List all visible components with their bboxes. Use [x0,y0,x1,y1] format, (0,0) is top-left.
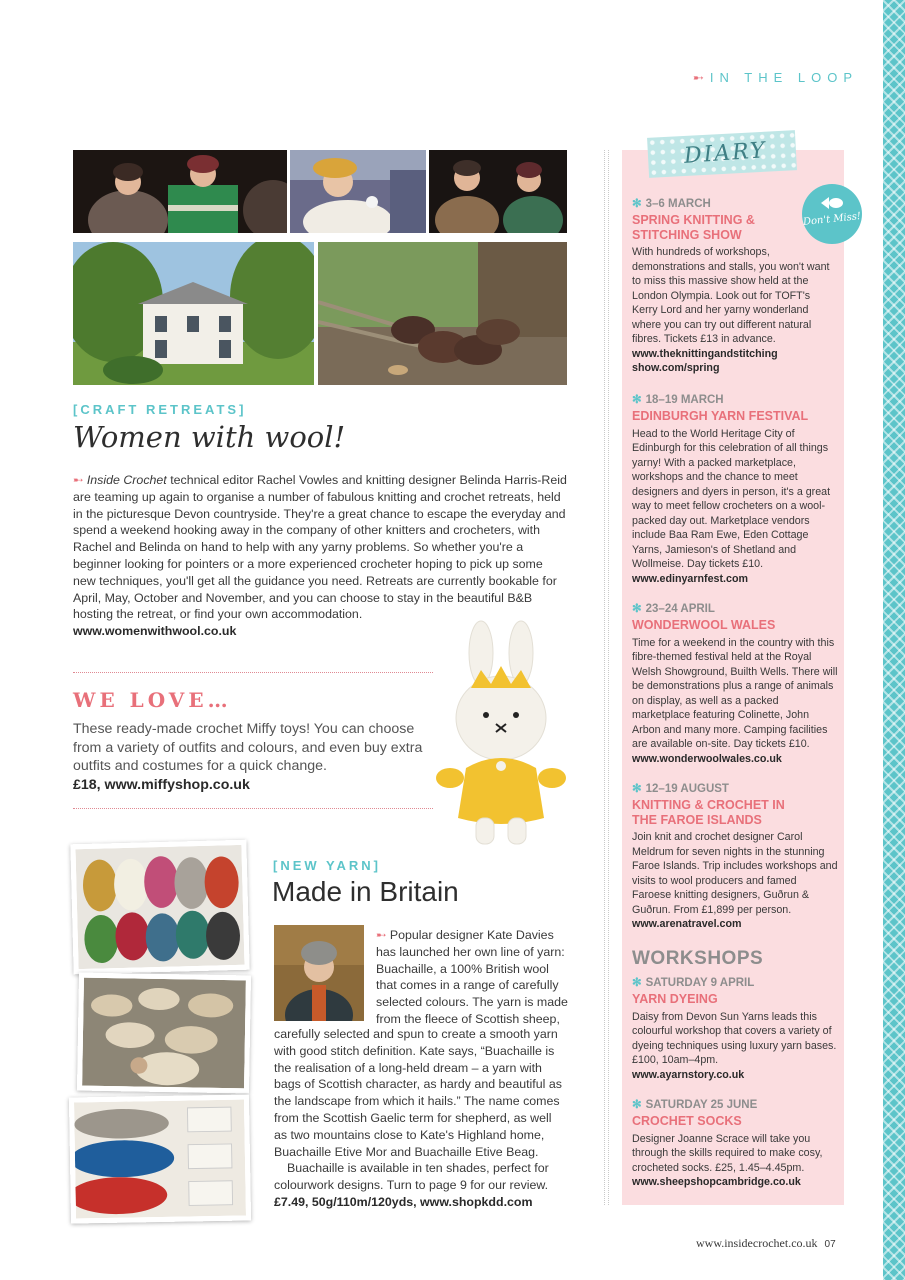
event-link[interactable]: www.sheepshopcambridge.co.uk [632,1176,801,1188]
craft-retreats-kicker: [CRAFT RETREATS] [73,402,247,417]
snowflake-icon: ✻ [632,783,642,795]
event-link[interactable]: www.arenatravel.com [632,918,742,930]
new-yarn-kicker: [NEW YARN] [273,858,382,873]
photo-yarn-skeins [70,840,249,975]
shopkdd-link[interactable]: £7.49, 50g/110m/120yds, www.shopkdd.com [274,1194,533,1209]
photo-sheep-in-pen [318,242,567,385]
we-love-heading: WE LOVE… [73,688,232,712]
column-divider [604,150,609,1205]
womenwithwool-link[interactable]: www.womenwithwool.co.uk [73,624,237,639]
miffy-toy-image [436,618,566,850]
event-link[interactable]: www.ayarnstory.co.uk [632,1068,745,1081]
photo-country-house [73,242,314,385]
photo-knitters-on-stage [73,150,287,233]
diary-event: ✻ 18–19 MARCH EDINBURGH YARN FESTIVAL Head to the World Heritage City of Edinburgh for this celebration of all things yarny! With a packed marketplace, workshops and the chance to meet designers and dyers in person, it's a great way to meet fellow crocheters on a wool-packed day out. Marketplace vendors include Baa Ram Ewe, Eden Cottage Yarns, Jamieson's of Shetland and Wollmeise. Day tickets £10. www.edinyarnfest.com [632,392,838,586]
event-link[interactable]: www.edinyarnfest.com [632,572,749,585]
workshops-heading: WORKSHOPS [632,948,764,969]
divider [73,808,433,809]
event-link[interactable]: www.wonderwoolwales.co.uk [632,752,782,765]
page-number: 07 [824,1239,836,1250]
dont-miss-badge: Don't Miss! [802,184,862,244]
arrow-icon: ➸ [73,473,84,487]
photo-sheep-in-snow [77,973,251,1094]
snowflake-icon: ✻ [632,977,642,989]
page-footer [696,1236,836,1251]
divider [73,672,433,673]
snowflake-icon: ✻ [632,394,642,406]
arrow-icon: ➸ [376,928,387,942]
article-title: Made in Britain [272,876,459,907]
decorative-edge-strip [883,0,905,1280]
event-link[interactable]: www.theknittingandstitching show.com/spring [632,347,778,374]
workshop-event: ✻ SATURDAY 25 JUNE CROCHET SOCKS Designer Joanne Scrace will take you through the skills required to make cosy, crocheted socks. £25, 1.45–4.45pm. www.sheepshopcambridge.co.uk [632,1097,838,1190]
diary-event: ✻ 12–19 AUGUST KNITTING & CROCHET IN THE FAROE ISLANDS Join knit and crochet designer Carol Meldrum for seven nights in the stunning Faroe Islands. Trip includes workshops and visits to wool producers and famed Faroese knitting designers, Guðrun & Guðrun. From £1,899 per person. www.arenatravel.com [632,783,838,930]
workshop-event: ✻ SATURDAY 9 APRIL YARN DYEING Daisy from Devon Sun Yarns leads this colourful workshop that covers a variety of dyeing techniques using luxury yarn bases. £100, 10am–4pm. www.ayarnstory.co.uk [632,977,837,1081]
we-love-body: These ready-made crochet Miffy toys! You can choose from a variety of outfits and colours, and even buy extra outfits and costumes for a quick change. £18, www.miffyshop.co.uk [73,720,435,794]
snowflake-icon: ✻ [632,603,642,615]
new-yarn-intro: ➸ Popular designer Kate Davies has launched her own line of yarn: Buachaille, a 100% British wool that comes in a range of carefully selected colours. The yarn is made from the fleece of Scottish sheep, [376,928,568,1026]
miffyshop-link[interactable]: £18, www.miffyshop.co.uk [73,776,250,793]
snowflake-icon: ✻ [632,1099,642,1111]
arrow-icon: ➸ [693,70,704,85]
article-title: Women with wool! [73,420,346,454]
footer-url[interactable]: www.insidecrochet.co.uk [696,1236,818,1250]
craft-retreats-body: ➸ Inside Crochet technical editor Rachel Vowles and knitting designer Belinda Harris-Reid are teaming up again to organise a number of fabulous knitting and crochet retreats, held in the picturesque Devon countryside. They're a great chance to escape the everyday and spend a weekend hooking away in the company of other knitters and crocheters, with Rachel and Belinda on hand to help with any yarny problems. So whether you're a beginner looking for pointers or a more experienced crocheter hoping to pick up some new techniques, you'll get all the guidance you need. Retreats are currently bookable for April, May, October and November, and you can choose to stay in the beautiful B&B hosting the retreat, or find your own accommodation. www.womenwithwool.co.uk [73,473,567,639]
snowflake-icon: ✻ [632,198,642,210]
photo-performer-in-costume [290,150,426,233]
photo-women-knitting [429,150,567,233]
diary-event: ✻ 23–24 APRIL WONDERWOOL WALES Time for a weekend in the country with this fibre-themed festival held at the Royal Welsh Showground, Builth Wells. There will be demonstrations plus a range of animals on display, as well as a packed marketplace featuring Colinette, John Arbon and many more. Camping facilities are available on-site. Day tickets £10. www.wonderwoolwales.co.uk [632,603,838,765]
diary-event: ✻ 3–6 MARCH SPRING KNITTING & STITCHING SHOW With hundreds of workshops, demonstrations and stalls, you won't want to miss this massive show held at the London Olympia. Look out for TOFT's Kerry Lord and her yarny wonderland where you can try out different natural fibres. Tickets £13 in advance. www.theknittingandstitching show.com/spring [632,196,838,376]
diary-title: DIARY [683,138,768,169]
photo-yarn-with-labels [69,1094,251,1223]
photo-kate-davies [274,925,364,1021]
section-label: ➸ IN THE LOOP [693,70,859,85]
new-yarn-body: carefully selected and spun to create a smooth yarn with good stitch definition. Kate says, “Buachaille is the realisation of a long-held dream – a yarn with bags of Scottish character, as hardy and beautiful as the landscape from which it hails.” The name comes from the Scottish Gaelic term for shepherd, as well as two mountains close to Kate's Highland home, Buachaille Etive Mor and Buachaille Etive Beag. Buachaille is available in ten shades, perfect for colourwork designs. Turn to page 9 for our review. £7.49, 50g/110m/120yds, www.shopkdd.com [274,1026,568,1211]
